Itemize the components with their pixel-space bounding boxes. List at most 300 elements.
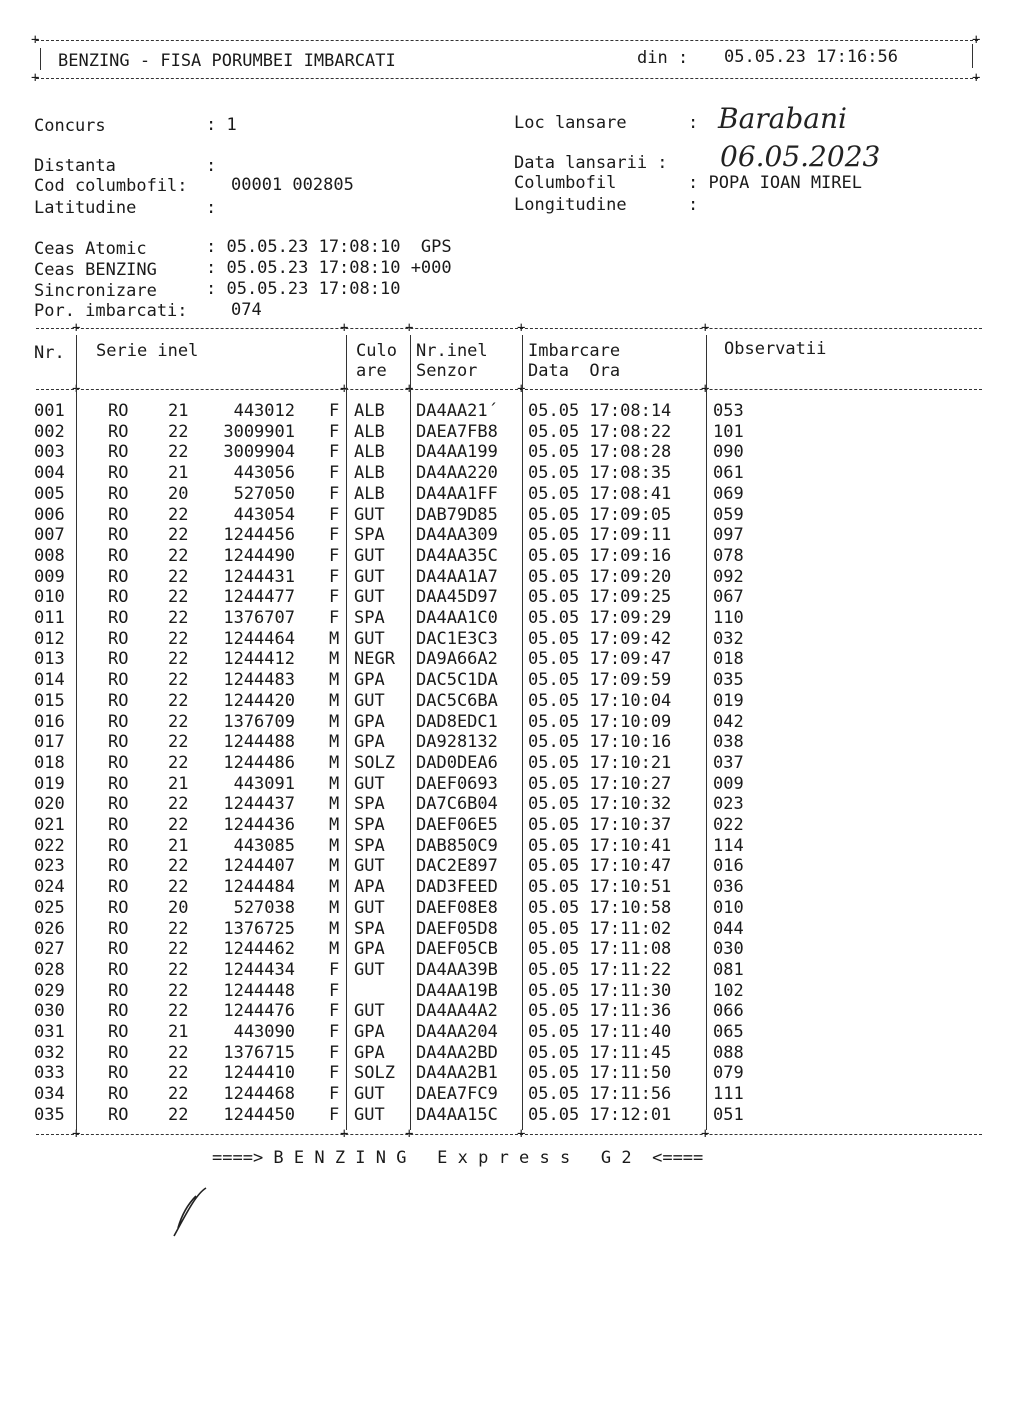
row-tara: RO (108, 1084, 129, 1105)
row-imbarcare: 05.05 17:10:37 (528, 815, 672, 835)
row-inel: 3009901 (223, 421, 295, 442)
col-header-culo: Culo (356, 341, 397, 361)
row-sex: F (329, 1001, 340, 1022)
table-row (0, 670, 1024, 691)
row-observatii: 023 (713, 794, 744, 815)
row-observatii: 010 (713, 897, 744, 918)
row-an: 21 (168, 835, 189, 856)
row-culoare: GUT (354, 1104, 385, 1125)
row-imbarcare: 05.05 17:08:28 (528, 442, 672, 463)
col-header-observatii: Observatii (724, 339, 827, 359)
footer-banner: ====> B E N Z I N G E x p r e s s G 2 <==== (212, 1148, 704, 1168)
table-row (0, 463, 1024, 484)
row-inel: 443090 (233, 1022, 295, 1042)
row-senzor: DAD8EDC1 (416, 711, 498, 732)
col-header-nr: Nr. (34, 343, 65, 363)
row-imbarcare: 05.05 17:11:08 (528, 939, 672, 960)
row-nr: 013 (34, 649, 65, 670)
row-tara: RO (108, 794, 129, 815)
table-row (0, 856, 1024, 877)
row-observatii: 079 (713, 1063, 744, 1084)
row-imbarcare: 05.05 17:10:47 (528, 856, 672, 877)
row-sex: F (329, 1022, 340, 1042)
row-senzor: DAEF06E5 (416, 815, 498, 835)
row-culoare: ALB (354, 442, 385, 463)
row-tara: RO (108, 939, 129, 960)
table-row (0, 898, 1024, 919)
row-sex: M (329, 918, 340, 939)
row-imbarcare: 05.05 17:09:59 (528, 670, 672, 691)
row-senzor: DA4AA15C (416, 1104, 498, 1125)
row-an: 22 (168, 566, 189, 587)
row-inel: 1244488 (223, 732, 295, 753)
row-culoare: ALB (354, 401, 385, 421)
row-nr: 035 (34, 1104, 65, 1125)
row-senzor: DA4AA1C0 (416, 608, 498, 628)
row-senzor: DAC5C6BA (416, 690, 498, 711)
row-observatii: 065 (713, 1022, 744, 1042)
row-nr: 019 (34, 773, 65, 794)
row-tara: RO (108, 463, 129, 484)
table-row (0, 960, 1024, 981)
row-imbarcare: 05.05 17:08:41 (528, 483, 672, 504)
row-imbarcare: 05.05 17:08:14 (528, 401, 672, 421)
plus-mark: + (517, 320, 526, 336)
row-sex: F (329, 525, 340, 546)
row-imbarcare: 05.05 17:10:41 (528, 835, 672, 856)
row-observatii: 035 (713, 670, 744, 691)
loc-lansare-handwritten: Barabani (718, 102, 847, 135)
distanta-label: Distanta (34, 156, 116, 176)
row-imbarcare: 05.05 17:11:56 (528, 1084, 672, 1105)
plus-mark: + (72, 320, 81, 336)
row-sex: F (329, 608, 340, 628)
row-observatii: 069 (713, 483, 744, 504)
row-observatii: 053 (713, 401, 744, 421)
row-sex: F (329, 442, 340, 463)
table-row (0, 877, 1024, 898)
header-right-bar (972, 44, 973, 68)
row-an: 22 (168, 752, 189, 773)
row-nr: 007 (34, 525, 65, 546)
row-culoare: GPA (354, 1022, 385, 1042)
table-row (0, 608, 1024, 629)
table-row (0, 587, 1024, 608)
row-an: 21 (168, 773, 189, 794)
din-timestamp: 05.05.23 17:16:56 (724, 47, 898, 67)
row-observatii: 019 (713, 690, 744, 711)
header-left-bar (40, 48, 41, 70)
row-culoare: GPA (354, 1042, 385, 1063)
row-an: 22 (168, 815, 189, 835)
row-an: 22 (168, 939, 189, 960)
row-nr: 017 (34, 732, 65, 753)
row-observatii: 018 (713, 649, 744, 670)
row-sex: M (329, 835, 340, 856)
row-an: 22 (168, 608, 189, 628)
distanta-value: : (206, 156, 217, 176)
row-tara: RO (108, 504, 129, 525)
imbarcati-count: 074 (231, 300, 262, 320)
row-an: 22 (168, 421, 189, 442)
row-culoare: SPA (354, 794, 385, 815)
row-an: 21 (168, 401, 189, 421)
row-sex: M (329, 877, 340, 898)
row-imbarcare: 05.05 17:10:51 (528, 877, 672, 898)
row-senzor: DAD0DEA6 (416, 752, 498, 773)
latitudine-label: Latitudine (34, 198, 137, 218)
row-observatii: 030 (713, 939, 744, 960)
row-nr: 033 (34, 1063, 65, 1084)
plus-mark: + (31, 32, 40, 48)
row-imbarcare: 05.05 17:09:25 (528, 587, 672, 608)
row-an: 22 (168, 504, 189, 525)
plus-mark: + (72, 381, 81, 397)
table-row (0, 939, 1024, 960)
row-tara: RO (108, 877, 129, 898)
latitudine-value: : (206, 198, 217, 218)
row-senzor: DAB79D85 (416, 504, 498, 525)
row-culoare: GPA (354, 711, 385, 732)
row-tara: RO (108, 711, 129, 732)
col-header-imbarcare: Imbarcare (528, 341, 621, 361)
row-culoare: GUT (354, 628, 385, 649)
row-imbarcare: 05.05 17:11:36 (528, 1001, 672, 1022)
row-tara: RO (108, 587, 129, 608)
plus-mark: + (31, 70, 40, 86)
row-culoare: SOLZ (354, 752, 395, 773)
data-lansarii-handwritten: 06.05.2023 (720, 140, 881, 173)
col-header-serie: Serie inel (96, 341, 199, 361)
row-an: 22 (168, 959, 189, 980)
row-imbarcare: 05.05 17:11:50 (528, 1063, 672, 1084)
row-tara: RO (108, 628, 129, 649)
table-row (0, 546, 1024, 567)
row-senzor: DAEF05D8 (416, 918, 498, 939)
row-senzor: DA7C6B04 (416, 794, 498, 815)
row-tara: RO (108, 545, 129, 566)
row-tara: RO (108, 1001, 129, 1022)
row-an: 22 (168, 732, 189, 753)
row-tara: RO (108, 649, 129, 670)
row-an: 22 (168, 877, 189, 898)
row-imbarcare: 05.05 17:09:20 (528, 566, 672, 587)
row-sex: F (329, 421, 340, 442)
row-imbarcare: 05.05 17:11:22 (528, 959, 672, 980)
row-nr: 012 (34, 628, 65, 649)
row-observatii: 090 (713, 442, 744, 463)
row-imbarcare: 05.05 17:09:11 (528, 525, 672, 546)
row-nr: 023 (34, 856, 65, 877)
row-an: 22 (168, 1063, 189, 1084)
row-senzor: DAEF0693 (416, 773, 498, 794)
table-row (0, 753, 1024, 774)
table-top-rule (36, 328, 982, 329)
row-observatii: 110 (713, 608, 744, 628)
columbofil-value: : POPA IOAN MIREL (688, 173, 862, 193)
row-culoare: ALB (354, 421, 385, 442)
row-nr: 025 (34, 897, 65, 918)
row-nr: 002 (34, 421, 65, 442)
row-nr: 014 (34, 670, 65, 691)
row-nr: 004 (34, 463, 65, 484)
table-row (0, 505, 1024, 526)
row-sex: F (329, 1042, 340, 1063)
row-sex: F (329, 1104, 340, 1125)
row-an: 22 (168, 628, 189, 649)
row-tara: RO (108, 401, 129, 421)
row-senzor: DA4AA4A2 (416, 1001, 498, 1022)
row-sex: M (329, 690, 340, 711)
row-nr: 031 (34, 1022, 65, 1042)
row-culoare: GUT (354, 587, 385, 608)
row-an: 22 (168, 1104, 189, 1125)
row-imbarcare: 05.05 17:10:32 (528, 794, 672, 815)
plus-mark: + (972, 70, 981, 86)
row-observatii: 032 (713, 628, 744, 649)
row-inel: 443085 (233, 835, 295, 856)
row-sex: M (329, 711, 340, 732)
row-culoare: GUT (354, 1001, 385, 1022)
row-senzor: DA4AA1A7 (416, 566, 498, 587)
row-inel: 1244476 (223, 1001, 295, 1022)
row-senzor: DAEA7FC9 (416, 1084, 498, 1105)
row-tara: RO (108, 483, 129, 504)
row-tara: RO (108, 1104, 129, 1125)
row-inel: 1244437 (223, 794, 295, 815)
row-nr: 034 (34, 1084, 65, 1105)
row-imbarcare: 05.05 17:09:29 (528, 608, 672, 628)
table-row (0, 649, 1024, 670)
row-nr: 016 (34, 711, 65, 732)
sincronizare-label: Sincronizare (34, 281, 157, 301)
row-sex: M (329, 794, 340, 815)
table-header-rule (36, 389, 982, 390)
row-inel: 1244448 (223, 980, 295, 1001)
table-row (0, 1001, 1024, 1022)
row-inel: 443012 (233, 401, 295, 421)
row-inel: 1244412 (223, 649, 295, 670)
row-observatii: 036 (713, 877, 744, 898)
col-header-senzor: Senzor (416, 361, 478, 381)
row-tara: RO (108, 732, 129, 753)
row-nr: 011 (34, 608, 65, 628)
row-observatii: 102 (713, 980, 744, 1001)
row-nr: 027 (34, 939, 65, 960)
row-nr: 022 (34, 835, 65, 856)
row-culoare: ALB (354, 483, 385, 504)
row-sex: M (329, 897, 340, 918)
row-observatii: 097 (713, 525, 744, 546)
row-senzor: DA4AA35C (416, 545, 498, 566)
row-observatii: 061 (713, 463, 744, 484)
row-observatii: 044 (713, 918, 744, 939)
row-sex: M (329, 815, 340, 835)
row-senzor: DAC1E3C3 (416, 628, 498, 649)
row-nr: 005 (34, 483, 65, 504)
col-header-data-ora: Data Ora (528, 361, 621, 381)
row-imbarcare: 05.05 17:09:16 (528, 545, 672, 566)
row-inel: 443054 (233, 504, 295, 525)
row-tara: RO (108, 897, 129, 918)
row-tara: RO (108, 1063, 129, 1084)
row-culoare: APA (354, 877, 385, 898)
table-row (0, 691, 1024, 712)
row-observatii: 114 (713, 835, 744, 856)
row-sex: M (329, 752, 340, 773)
row-an: 20 (168, 483, 189, 504)
row-an: 22 (168, 711, 189, 732)
row-inel: 3009904 (223, 442, 295, 463)
table-row (0, 774, 1024, 795)
plus-mark: + (340, 1126, 349, 1142)
row-senzor: DAC5C1DA (416, 670, 498, 691)
row-an: 22 (168, 918, 189, 939)
row-imbarcare: 05.05 17:11:02 (528, 918, 672, 939)
row-observatii: 042 (713, 711, 744, 732)
imbarcati-label: Por. imbarcati: (34, 301, 188, 321)
row-tara: RO (108, 566, 129, 587)
row-senzor: DA4AA21´ (416, 401, 498, 421)
row-senzor: DAD3FEED (416, 877, 498, 898)
row-imbarcare: 05.05 17:10:21 (528, 752, 672, 773)
row-senzor: DA4AA2BD (416, 1042, 498, 1063)
table-row (0, 1063, 1024, 1084)
row-tara: RO (108, 1042, 129, 1063)
row-inel: 1244477 (223, 587, 295, 608)
data-lansarii-label: Data lansarii : (514, 153, 668, 173)
din-label: din : (637, 48, 689, 68)
row-nr: 030 (34, 1001, 65, 1022)
plus-mark: + (517, 1126, 526, 1142)
plus-mark: + (972, 32, 981, 48)
row-inel: 1244407 (223, 856, 295, 877)
row-culoare: SPA (354, 815, 385, 835)
row-inel: 1244410 (223, 1063, 295, 1084)
table-row (0, 1022, 1024, 1043)
row-tara: RO (108, 856, 129, 877)
row-nr: 024 (34, 877, 65, 898)
row-sex: F (329, 980, 340, 1001)
row-sex: F (329, 401, 340, 421)
row-observatii: 081 (713, 959, 744, 980)
row-senzor: DAEF05CB (416, 939, 498, 960)
row-imbarcare: 05.05 17:11:30 (528, 980, 672, 1001)
row-nr: 032 (34, 1042, 65, 1063)
row-sex: F (329, 504, 340, 525)
table-row (0, 1105, 1024, 1126)
row-culoare: GUT (354, 545, 385, 566)
ceas-benzing-label: Ceas BENZING (34, 260, 157, 280)
row-culoare: GUT (354, 504, 385, 525)
plus-mark: + (405, 320, 414, 336)
row-sex: M (329, 773, 340, 794)
row-imbarcare: 05.05 17:09:42 (528, 628, 672, 649)
row-observatii: 067 (713, 587, 744, 608)
row-imbarcare: 05.05 17:10:04 (528, 690, 672, 711)
row-observatii: 111 (713, 1084, 744, 1105)
row-imbarcare: 05.05 17:11:45 (528, 1042, 672, 1063)
row-tara: RO (108, 421, 129, 442)
ceas-atomic-value: : 05.05.23 17:08:10 GPS (206, 237, 452, 257)
row-tara: RO (108, 690, 129, 711)
row-senzor: DAEA7FB8 (416, 421, 498, 442)
row-inel: 1244468 (223, 1084, 295, 1105)
row-culoare: GUT (354, 690, 385, 711)
row-an: 22 (168, 670, 189, 691)
row-tara: RO (108, 442, 129, 463)
row-sex: F (329, 959, 340, 980)
table-row (0, 401, 1024, 422)
row-senzor: DAEF08E8 (416, 897, 498, 918)
concurs-label: Concurs (34, 116, 106, 136)
row-nr: 020 (34, 794, 65, 815)
row-inel: 1376715 (223, 1042, 295, 1063)
loc-lansare-sep: : (688, 113, 699, 133)
row-nr: 029 (34, 980, 65, 1001)
row-an: 22 (168, 525, 189, 546)
row-tara: RO (108, 752, 129, 773)
table-bottom-rule (36, 1134, 982, 1135)
row-nr: 008 (34, 545, 65, 566)
row-imbarcare: 05.05 17:08:35 (528, 463, 672, 484)
row-senzor: DA928132 (416, 732, 498, 753)
row-nr: 026 (34, 918, 65, 939)
row-tara: RO (108, 959, 129, 980)
plus-mark: + (701, 1126, 710, 1142)
table-row (0, 525, 1024, 546)
table-row (0, 484, 1024, 505)
table-row (0, 567, 1024, 588)
table-row (0, 629, 1024, 650)
columbofil-label: Columbofil (514, 173, 617, 193)
row-inel: 443091 (233, 773, 295, 794)
row-inel: 1244462 (223, 939, 295, 960)
table-row (0, 1043, 1024, 1064)
row-culoare: GUT (354, 566, 385, 587)
table-row (0, 981, 1024, 1002)
row-observatii: 038 (713, 732, 744, 753)
row-imbarcare: 05.05 17:11:40 (528, 1022, 672, 1042)
row-observatii: 009 (713, 773, 744, 794)
row-tara: RO (108, 608, 129, 628)
row-tara: RO (108, 1022, 129, 1042)
row-sex: F (329, 545, 340, 566)
row-culoare: GUT (354, 773, 385, 794)
row-senzor: DA4AA199 (416, 442, 498, 463)
plus-mark: + (72, 1126, 81, 1142)
row-an: 21 (168, 1022, 189, 1042)
row-inel: 1244456 (223, 525, 295, 546)
table-row (0, 1084, 1024, 1105)
row-tara: RO (108, 525, 129, 546)
table-row (0, 815, 1024, 836)
row-sex: M (329, 628, 340, 649)
row-sex: F (329, 1084, 340, 1105)
row-sex: M (329, 856, 340, 877)
plus-mark: + (405, 381, 414, 397)
row-culoare: SPA (354, 918, 385, 939)
row-culoare: GUT (354, 856, 385, 877)
sincronizare-value: : 05.05.23 17:08:10 (206, 279, 401, 299)
table-row (0, 919, 1024, 940)
table-row (0, 794, 1024, 815)
row-an: 22 (168, 545, 189, 566)
longitudine-value: : (688, 195, 699, 215)
row-culoare: SPA (354, 608, 385, 628)
row-observatii: 078 (713, 545, 744, 566)
row-tara: RO (108, 670, 129, 691)
